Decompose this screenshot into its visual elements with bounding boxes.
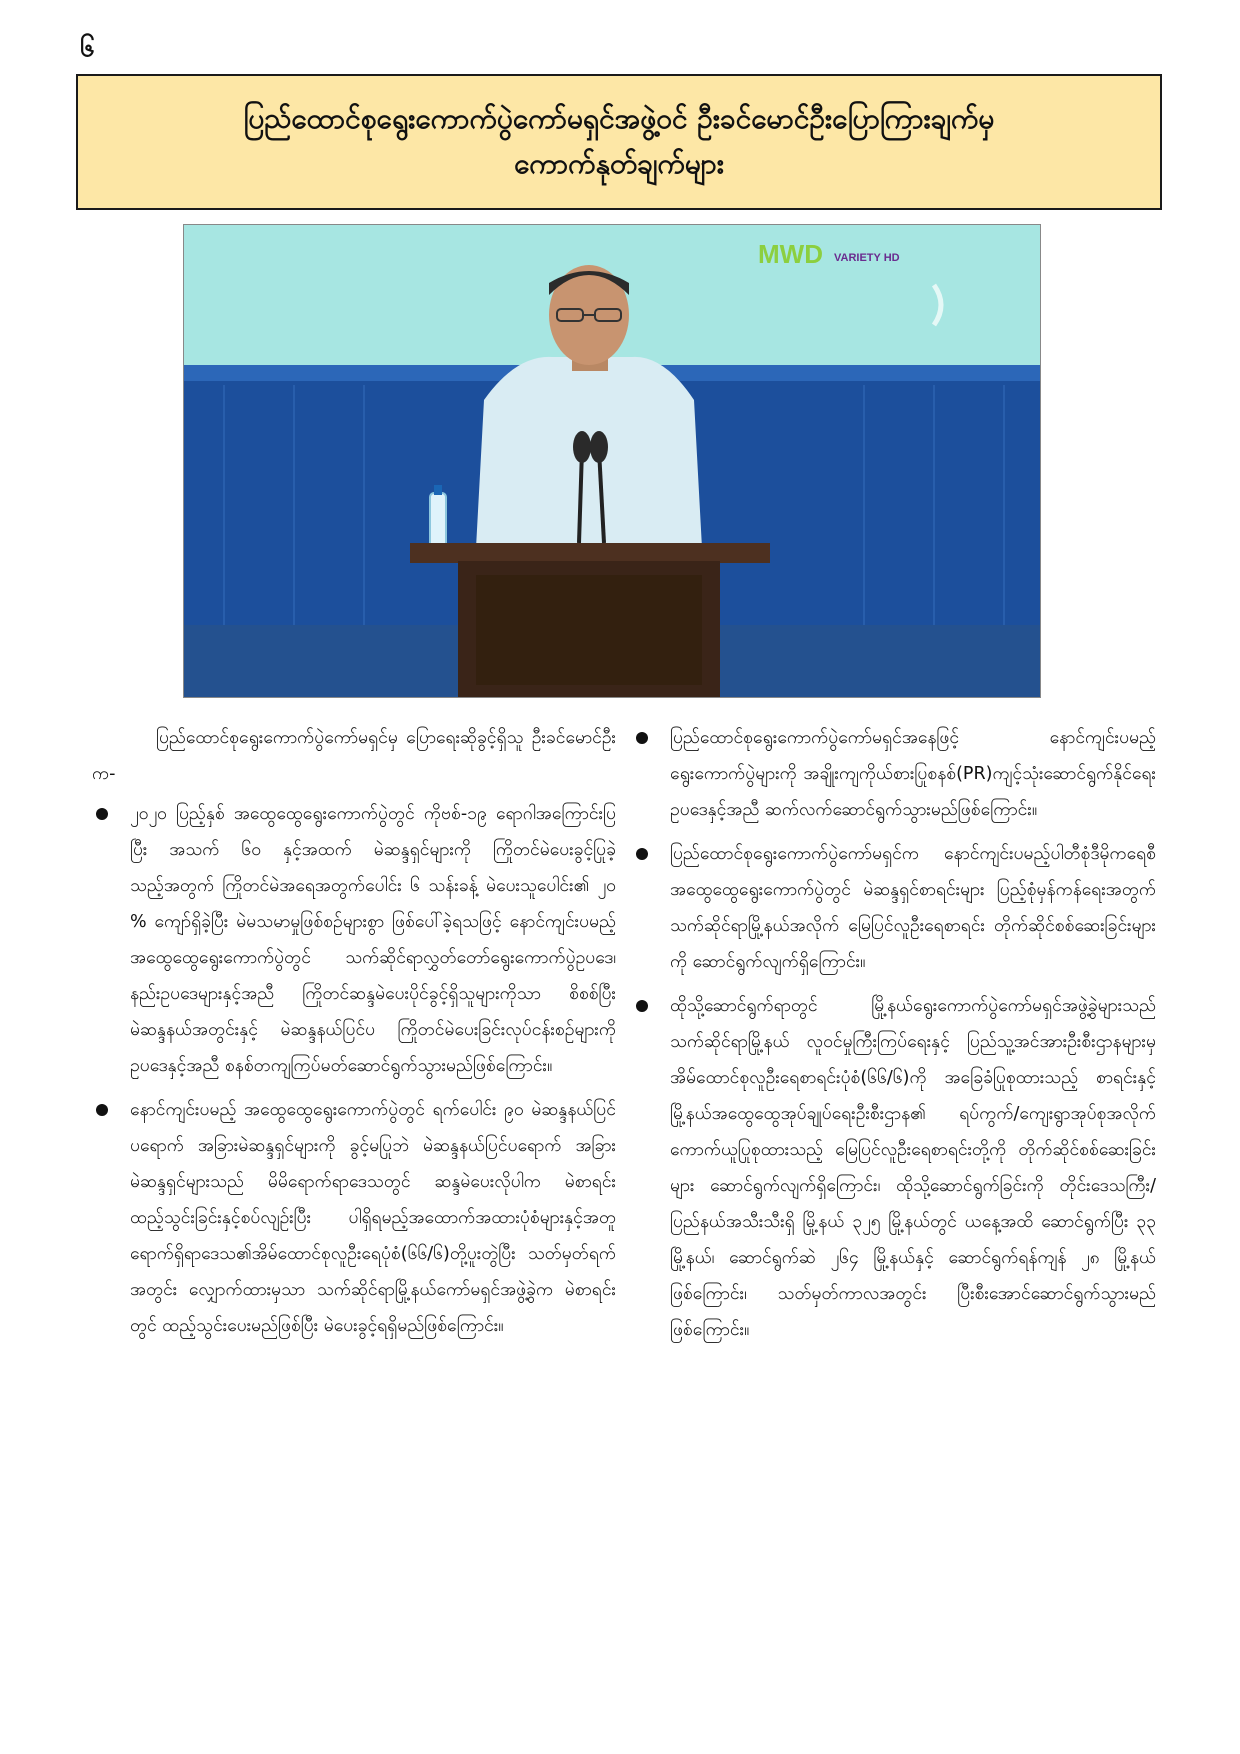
bullet-list-right [632,720,1156,1348]
tv-watermark-logo: MWD [758,239,823,269]
speaker-photo-illustration [184,225,1040,697]
article-column-left [92,720,616,1352]
speaker-photo [183,224,1041,698]
water-bottle-icon [430,493,446,549]
list-item: ပြည်ထောင်စုရွေးကောက်ပွဲကော်မရှင်အနေဖြင့် နောင်ကျင်းပမည့် ရွေးကောက်ပွဲများကို အချိုးကျကိုယ်စားပြုစနစ်(PR)ကျင့်သုံးဆောင်ရွက်နိုင်ရေး ဥပဒေနှင့်အညီ ဆက်လက်ဆောင်ရွက်သွားမည်ဖြစ်ကြောင်း။ [632,720,1156,828]
article-title-line-1: ပြည်ထောင်စုရွေးကောက်ပွဲကော်မရှင်အဖွဲ့ဝင် ဦးခင်မောင်ဦးပြောကြားချက်မှ [243,102,995,136]
article-column-right [632,720,1156,1356]
podium-top [410,543,770,563]
article-intro: ပြည်ထောင်စုရွေးကောက်ပွဲကော်မရှင်မှ ပြောရေးဆိုခွင့်ရှိသူ ဦးခင်မောင်ဦးက- [92,728,616,784]
microphone-icon [590,431,608,463]
list-item: နောင်ကျင်းပမည့် အထွေထွေရွေးကောက်ပွဲတွင် ရက်ပေါင်း ၉၀ မဲဆန္ဒနယ်ပြင်ပရောက် အခြားမဲဆန္ဒရှင်များကို ခွင့်မပြုဘဲ မဲဆန္ဒနယ်ပြင်ပရောက် အခြားမဲဆန္ဒရှင်များသည် မိမိရောက်ရာဒေသတွင် ဆန္ဒမဲပေးလိုပါက မဲစာရင်းထည့်သွင်းခြင်းနှင့်စပ်လျဉ်းပြီး ပါရှိရမည့်အထောက်အထားပုံစံများနှင့်အတူ ရောက်ရှိရာဒေသ၏အိမ်ထောင်စုလူဦးရေပုံစံ(၆၆/၆)တို့ပူးတွဲပြီး သတ်မှတ်ရက်အတွင်း လျှောက်ထားမှသာ သက်ဆိုင်ရာမြို့နယ်ကော်မရှင်အဖွဲ့ခွဲက မဲစာရင်းတွင် ထည့်သွင်းပေးမည်ဖြစ်ပြီး မဲပေးခွင့်ရရှိမည်ဖြစ်ကြောင်း။ [92,1092,616,1344]
list-item: ထိုသို့ဆောင်ရွက်ရာတွင် မြို့နယ်ရွေးကောက်ပွဲကော်မရှင်အဖွဲ့ခွဲများသည် သက်ဆိုင်ရာမြို့နယ် လူဝင်မှုကြီးကြပ်ရေးနှင့် ပြည်သူ့အင်အားဦးစီးဌာနများမှ အိမ်ထောင်စုလူဦးရေစာရင်းပုံစံ(၆၆/၆)ကို အခြေခံပြုစုထားသည့် စာရင်းနှင့် မြို့နယ်အထွေထွေအုပ်ချုပ်ရေးဦးစီးဌာန၏ ရပ်ကွက်/ကျေးရွာအုပ်စုအလိုက် ကောက်ယူပြုစုထားသည့် မြေပြင်လူဦးရေစာရင်းတို့ကို တိုက်ဆိုင်စစ်ဆေးခြင်းများ ဆောင်ရွက်လျက်ရှိကြောင်း၊ ထိုသို့ဆောင်ရွက်ခြင်းကို တိုင်းဒေသကြီး/ပြည်နယ်အသီးသီးရှိ မြို့နယ် ၃၂၅ မြို့နယ်တွင် ယနေ့အထိ ဆောင်ရွက်ပြီး ၃၃ မြို့နယ်၊ ဆောင်ရွက်ဆဲ ၂၆၄ မြို့နယ်နှင့် ဆောင်ရွက်ရန်ကျန် ၂၈ မြို့နယ်ဖြစ်ကြောင်း၊ သတ်မှတ်ကာလအတွင်း ပြီးစီးအောင်ဆောင်ရွက်သွားမည်ဖြစ်ကြောင်း။ [632,988,1156,1348]
page-number: ၆ [80,33,95,63]
list-item: ပြည်ထောင်စုရွေးကောက်ပွဲကော်မရှင်က နောင်ကျင်းပမည့်ပါတီစုံဒီမိုကရေစီအထွေထွေရွေးကောက်ပွဲတွင် မဲဆန္ဒရှင်စာရင်းများ ပြည့်စုံမှန်ကန်ရေးအတွက် သက်ဆိုင်ရာမြို့နယ်အလိုက် မြေပြင်လူဦးရေစာရင်း တိုက်ဆိုင်စစ်ဆေးခြင်းများကို ဆောင်ရွက်လျက်ရှိကြောင်း။ [632,836,1156,980]
bullet-list-left [92,796,616,1344]
microphone-icon [573,431,591,463]
tv-watermark-subtitle: VARIETY HD [834,252,900,264]
article-title-box [76,74,1162,210]
article-title-line-2: ကောက်နုတ်ချက်များ [514,147,724,180]
list-item: ၂၀၂၀ ပြည့်နှစ် အထွေထွေရွေးကောက်ပွဲတွင် ကိုဗစ်-၁၉ ရောဂါအကြောင်းပြပြီး အသက် ၆၀ နှင့်အထက် မဲဆန္ဒရှင်များကို ကြိုတင်မဲပေးခွင့်ပြုခဲ့သည့်အတွက် ကြိုတင်မဲအရေအတွက်ပေါင်း ၆ သန်းခန့် မဲပေးသူပေါင်း၏ ၂၀ % ကျော်ရှိခဲ့ပြီး မဲမသမာမှုဖြစ်စဉ်များစွာ ဖြစ်ပေါ်ခဲ့ရသဖြင့် နောင်ကျင်းပမည့်အထွေထွေရွေးကောက်ပွဲတွင် သက်ဆိုင်ရာလွှတ်တော်ရွေးကောက်ပွဲဥပဒေ၊ နည်းဥပဒေများနှင့်အညီ ကြိုတင်ဆန္ဒမဲပေးပိုင်ခွင့်ရှိသူများကိုသာ စိစစ်ပြီး မဲဆန္ဒနယ်အတွင်းနှင့် မဲဆန္ဒနယ်ပြင်ပ ကြိုတင်မဲပေးခြင်းလုပ်ငန်းစဉ်များကို ဥပဒေနှင့်အညီ စနစ်တကျကြပ်မတ်ဆောင်ရွက်သွားမည်ဖြစ်ကြောင်း။ [92,796,616,1084]
